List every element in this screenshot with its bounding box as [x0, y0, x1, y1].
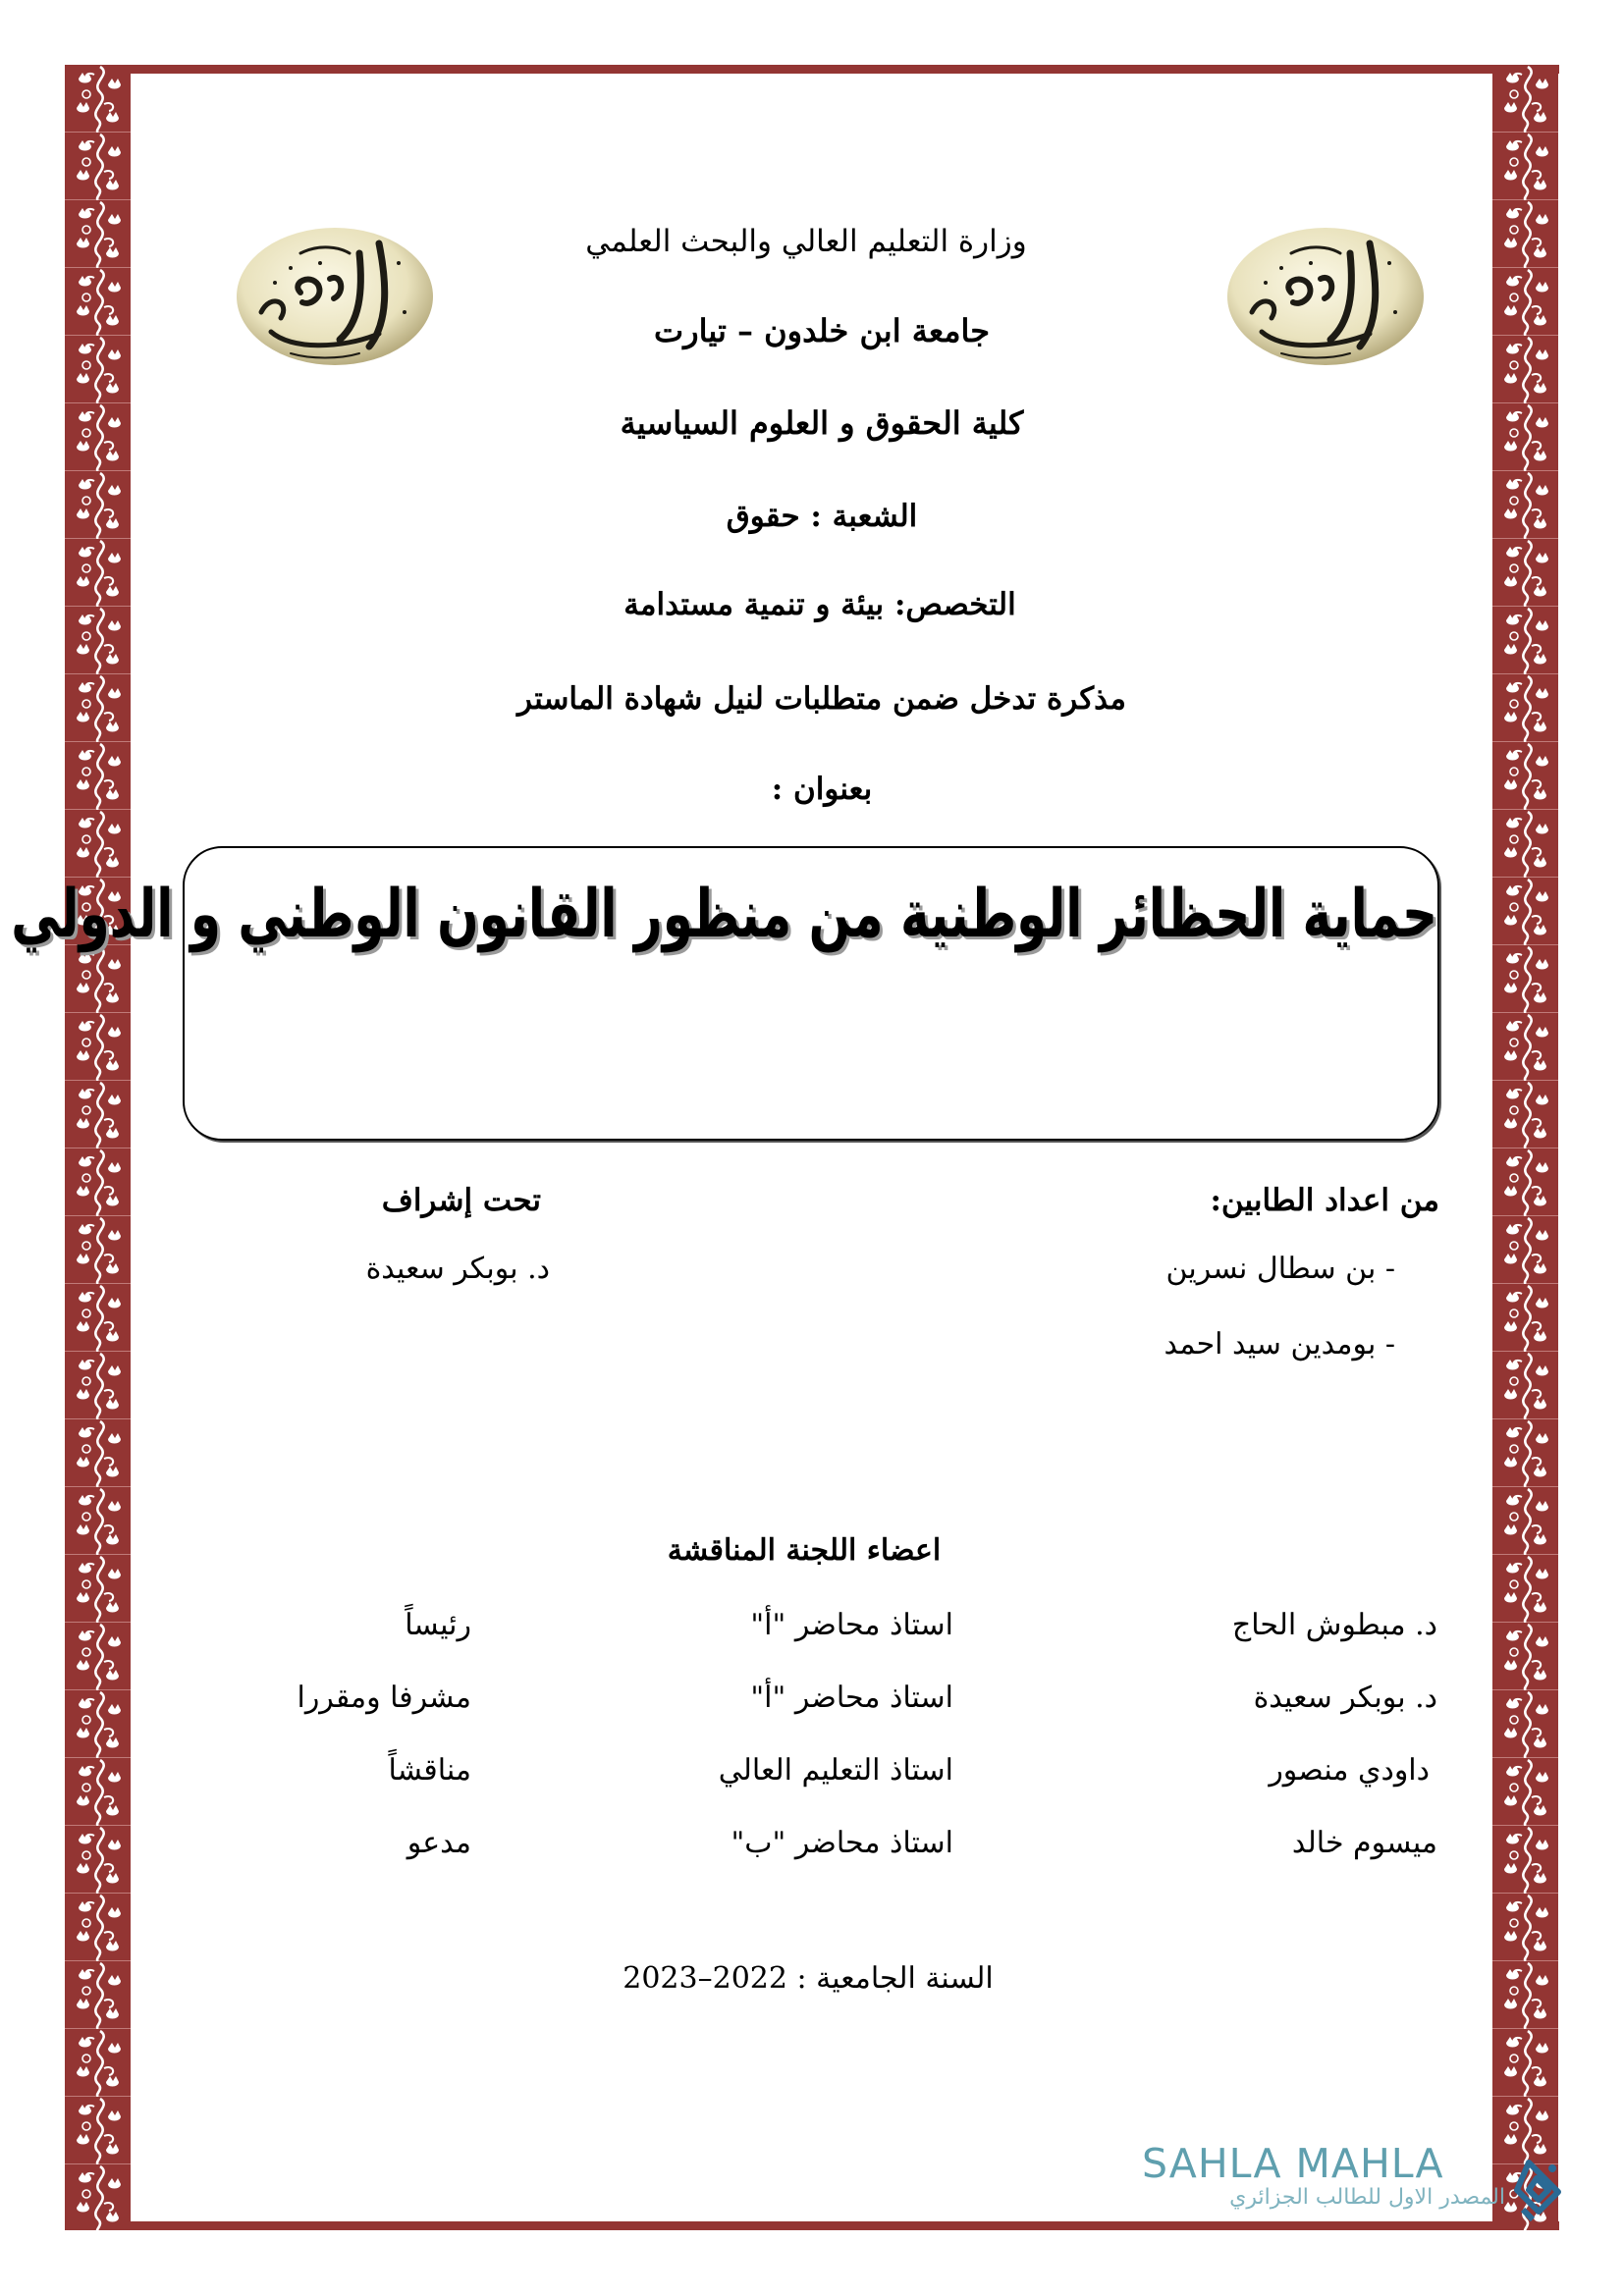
supervisor-name: د. بوبكر سعيدة: [365, 1252, 550, 1286]
committee-row: [0, 1753, 1624, 1802]
watermark-tagline: المصدر الاول للطالب الجزائري: [1229, 2185, 1505, 2210]
memo-statement: مذكرة تدخل ضمن متطلبات لنيل شهادة الماستر: [517, 681, 1126, 717]
member-rank: استاذ محاضر "أ": [750, 1681, 953, 1715]
frame-bottom-border: [65, 2221, 1559, 2230]
member-rank: استاذ محاضر "أ": [750, 1608, 953, 1642]
ministry-name: وزارة التعليم العالي والبحث العلمي: [585, 224, 1027, 259]
watermark: [1142, 2140, 1505, 2210]
committee-row: [0, 1681, 1624, 1730]
member-role: مشرفا ومقررا: [297, 1681, 471, 1715]
student-name: - بومدين سيد احمد: [1164, 1327, 1395, 1362]
floral-vine-icon: [65, 65, 131, 2230]
prepared-by-label: من اعداد الطابين:: [1210, 1183, 1439, 1218]
member-rank: استاذ محاضر "ب": [731, 1826, 953, 1860]
frame-left-ornament-strip: [65, 65, 131, 2230]
member-role: مدعو: [406, 1826, 471, 1860]
supervision-label: تحت إشراف: [381, 1183, 541, 1218]
committee-title: اعضاء اللجنة المناقشة: [667, 1533, 942, 1568]
titled-label: بعنوان :: [771, 772, 873, 807]
sahla-mahla-logo: [1509, 2155, 1570, 2231]
floral-vine-icon: [1492, 65, 1558, 2230]
member-name: ميسوم خالد: [1291, 1826, 1437, 1860]
member-name: د. بوبكر سعيدة: [1253, 1681, 1437, 1715]
member-rank: استاذ التعليم العالي: [718, 1753, 953, 1788]
frame-right-ornament-strip: [1492, 65, 1558, 2230]
thesis-title: حماية الحظائر الوطنية من منظور القانون الوطني و الدولي: [11, 876, 1437, 953]
watermark-brand: SAHLA MAHLA: [1142, 2140, 1444, 2187]
committee-row: [0, 1608, 1624, 1657]
frame-top-border: [65, 65, 1559, 74]
academic-year: السنة الجامعية : 2022–2023: [623, 1961, 994, 1996]
member-role: مناقشاً: [388, 1753, 471, 1788]
calligraphy-logo-icon: [1509, 2155, 1570, 2231]
branch-line: الشعبة : حقوق: [726, 499, 918, 534]
specialization-line: التخصص: بيئة و تنمية مستدامة: [623, 587, 1016, 622]
faculty-name: كلية الحقوق و العلوم السياسية: [620, 404, 1024, 442]
thesis-title-box: [11, 846, 1439, 1141]
member-name: د. مبطوش الحاج: [1231, 1608, 1437, 1642]
committee-row: [0, 1826, 1624, 1875]
member-role: رئيساً: [405, 1608, 471, 1642]
university-name: جامعة ابن خلدون – تيارت: [654, 312, 990, 349]
student-name: - بن سطال نسرين: [1165, 1252, 1395, 1286]
member-name: داودي منصور: [1269, 1753, 1430, 1788]
